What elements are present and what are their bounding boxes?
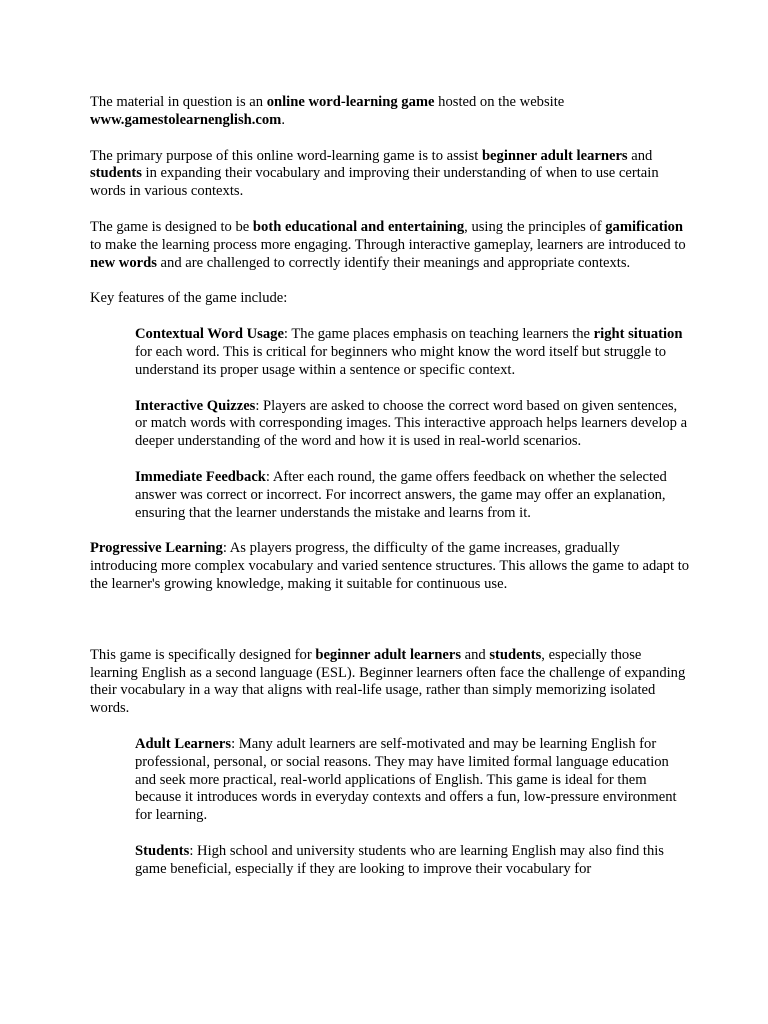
feature-title: Contextual Word Usage (135, 326, 284, 343)
game-type-emphasis: online word-learning game (266, 94, 435, 110)
purpose-paragraph: The primary purpose of this online word-learning game is to assist beginner adult learners and students in expanding their vocabulary and improving their understanding of when to use certain words in various contexts. (90, 147, 659, 200)
audience-paragraph: This game is specifically designed for beginner adult learners and students, especially those learning English as a second language (ESL). Beginner learners often face the challenge of expanding their vocabulary in a way that aligns with real-life usage, rather than simply memorizing isolated words. (90, 646, 686, 717)
intro-paragraph: The material in question is an online word-learning game hosted on the website www.gamestolearnenglish.com. (90, 94, 565, 128)
audience-group-item: Adult Learners: Many adult learners are self-motivated and may be learning English for professional, personal, or social reasons. They may have limited formal language education and seek more practical, real-world applications of English. This game is ideal for them because it introduces words in everyday contexts and offers a fun, low-pressure environment for learning. (135, 735, 677, 824)
feature-item: Contextual Word Usage: The game places emphasis on teaching learners the right situation for each word. This is critical for beginners who might know the word itself but struggle to understand its proper usage within a sentence or specific context. (135, 326, 683, 378)
features-list (135, 326, 690, 522)
progressive-learning-paragraph: Progressive Learning: As players progress, the difficulty of the game increases, gradually introducing more complex vocabulary and varied sentence structures. This allows the game to adapt to the learner's growing knowledge, making it suitable for continuous use. (90, 540, 690, 592)
feature-title: Interactive Quizzes (135, 397, 256, 414)
feature-item: Immediate Feedback: After each round, the game offers feedback on whether the selected answer was correct or incorrect. For incorrect answers, the game may offer an explanation, ensuring that the learner understands the mistake and learns from it. (135, 468, 667, 521)
website-url: www.gamestolearnenglish.com (90, 111, 282, 128)
audience-group-item: Students: High school and university students who are learning English may also find this game beneficial, especially if they are looking to improve their vocabulary for (135, 842, 664, 877)
spacer (90, 612, 690, 647)
document-page (90, 94, 690, 897)
feature-title: Immediate Feedback (135, 468, 266, 485)
audience-groups-list (135, 736, 690, 879)
features-heading: Key features of the game include: (90, 290, 288, 307)
feature-title: Progressive Learning (90, 540, 223, 557)
feature-item: Interactive Quizzes: Players are asked to choose the correct word based on given sentences, or match words with corresponding images. This interactive approach helps learners develop a deeper understanding of the word and how it is used in real-world scenarios. (135, 397, 688, 450)
design-paragraph: The game is designed to be both educational and entertaining, using the principles of gamification to make the learning process more engaging. Through interactive gameplay, learners are introduced to new words and are challenged to correctly identify their meanings and appropriate contexts. (90, 218, 686, 271)
group-title: Students (135, 842, 190, 859)
group-title: Adult Learners (135, 735, 232, 752)
